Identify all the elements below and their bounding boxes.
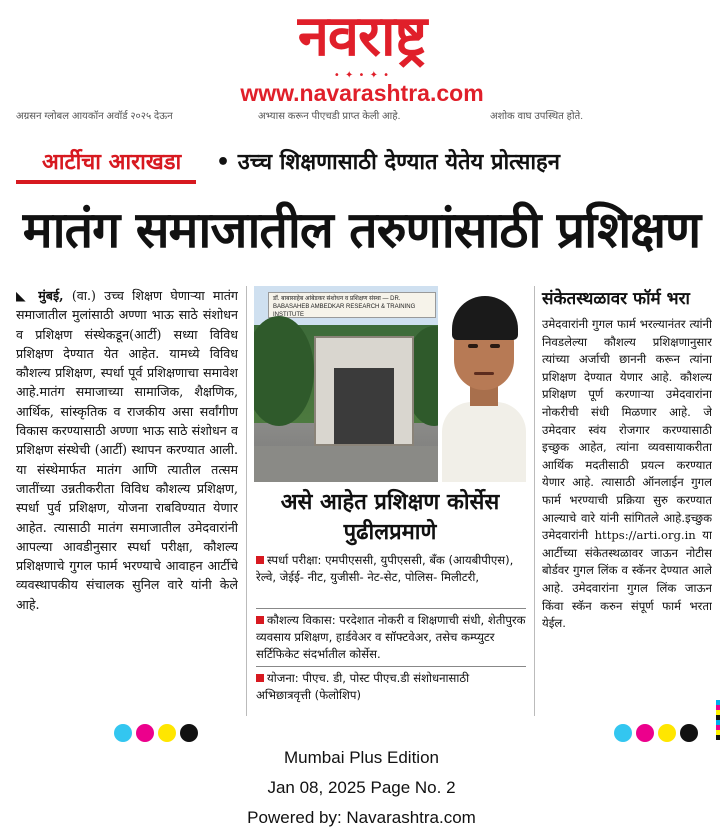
course-item xyxy=(256,612,526,664)
course-text: कौशल्य विकास: परदेशात नोकरी व शिक्षणाची संधी, शेतीपुरक व्यवसाय प्रशिक्षण, हार्डवेअर व सॉफ्टवेअर, तसेच कम्प्युटर सर्टिफिकेट संदर्भातील कोर्सेस. xyxy=(256,613,526,661)
square-bullet-icon xyxy=(256,616,264,624)
courses-box-title: असे आहेत प्रशिक्षण कोर्सेस पुढीलप्रमाणे xyxy=(280,490,500,545)
color-registration-marks xyxy=(114,724,202,742)
kicker-bar xyxy=(16,146,706,184)
color-registration-marks xyxy=(614,724,702,742)
logo-ornament: • ✦ • ✦ • xyxy=(333,70,391,81)
black-mark xyxy=(680,724,698,742)
magenta-mark xyxy=(136,724,154,742)
cyan-mark xyxy=(114,724,132,742)
cutline-right: अशोक वाघ उपस्थित होते. xyxy=(490,111,584,122)
date-page-label: Jan 08, 2025 Page No. 2 xyxy=(267,778,456,797)
portrait-hair xyxy=(452,296,518,340)
portrait-mouth xyxy=(474,372,494,375)
portrait-eye xyxy=(468,344,478,348)
powered-by-label: Powered by: Navarashtra.com xyxy=(247,808,476,827)
square-bullet-icon xyxy=(256,674,264,682)
article-body-left xyxy=(16,286,238,716)
course-divider xyxy=(256,666,526,667)
magenta-mark xyxy=(636,724,654,742)
bullet-arrow-icon: ◣ xyxy=(16,288,39,303)
article-body-right xyxy=(542,286,712,716)
cutline-left: अग्रसन ग्लोबल आयकॉन अवॉर्ड २०२५ देऊन xyxy=(16,111,173,122)
strap-line: • उच्च शिक्षणासाठी देण्यात येतेय प्रोत्साहन xyxy=(216,150,560,175)
body-text-right: उमेदवारांनी गुगल फार्म भरल्यानंतर त्यांनी निवडलेल्या कौशल्य प्रशिक्षणानुसार त्यांच्या अर्जाची छाननी करून त्यांना प्रशिक्षण देण्यात येणार आहे. कौशल्य प्रशिक्षण पूर्ण करणाऱ्या उमेदवारांना नोकरीची संधी मिळणार आहे. जे उमेदवार स्वंय रोजगार करण्यासाठी इच्छुक आहेत, त्यांना व्यवसायाकरीता आर्थिक मदतीसाठी प्रयत्न करण्यात येणार आहे. त्यासाठी ऑनलाईन गुगल फार्म भरण्याची प्रक्रिया सुरु करण्यात आल्याचे वारे यांनी सांगितले आहे.इच्छुक उमेदवारांनी https://arti.org.in या आर्टीच्या संकेतस्थळावर जाऊन नोटीस बोर्डवर गुगल लिंक व स्कॅनर देण्यात आले आहे. उमेदवारांना गुगल लिंक जाऊन किंवा स्कॅन करुन संपूर्ण फार्म भरता येईल. xyxy=(542,317,712,631)
column-divider xyxy=(246,286,247,716)
institute-building-photo xyxy=(254,286,438,482)
yellow-mark xyxy=(658,724,676,742)
body-text-left: (वा.) उच्च शिक्षण घेणाऱ्या मातंग समाजातील मुलांसाठी अण्णा भाऊ साठे संशोधन व प्रशिक्षण संस्थेकडून(आर्टी) सध्या विविध प्रशिक्षण देण्यात येत आहेत. यामध्ये विविध कौशल्य प्रशिक्षण, स्पर्धा पूर्व प्रशिक्षणाचा समावेश आहे.मातंग समाजाच्या सामाजिक, शैक्षणिक, आर्थिक, सांस्कृतिक व राजकीय असा सर्वांगीण विकास करण्यासाठी अण्णा भाऊ साठे संशोधन व प्रशिक्षण संस्थेची (आर्टी) स्थापन करण्यात आली. या संस्थेमार्फत मातंग आणि त्यातील तत्सम जातींच्या उन्नतीकरीता विविध कौशल्य प्रशिक्षण, स्पर्धा पुर्व प्रशिक्षण, योजना राबविण्यात येणार आहेत. त्यासाठी मातंग समाजातील उमेदवारांनी आपल्या आवडीनुसार स्पर्धा परीक्षा, कौशल्य प्रशिक्षणाचे गुगल फार्म भरण्याचे आवाहन आर्टीचे व्यवस्थापकीय संचालक सुनिल वारे यांनी केले आहे. xyxy=(16,288,238,612)
portrait-eye xyxy=(490,344,500,348)
cutline-middle: अभ्यास करून पीएचडी प्राप्त केली आहे. xyxy=(258,111,401,122)
course-item xyxy=(256,670,526,706)
portrait-photo xyxy=(442,286,526,482)
black-mark xyxy=(180,724,198,742)
institute-sign: डॉ. बाबासाहेब आंबेडकर संशोधन व प्रशिक्षण संस्था — DR. BABASAHEB AMBEDKAR RESEARCH & TRAINING INSTITUTE xyxy=(268,292,436,318)
course-text: योजना: पीएच. डी, पोस्ट पीएच.डी संशोधनासाठी अभिछात्रवृत्ती (फेलोशिप) xyxy=(256,671,470,702)
masthead xyxy=(0,0,723,108)
cyan-mark xyxy=(614,724,632,742)
tree-shape xyxy=(254,316,314,426)
subheading: संकेतस्थळावर फॉर्म भरा xyxy=(542,289,690,309)
dateline: मुंबई, xyxy=(38,288,64,303)
course-divider xyxy=(256,608,526,609)
edition-label: Mumbai Plus Edition xyxy=(284,748,439,767)
navarashtra-logo: नवराष्ट्र xyxy=(297,4,427,69)
portrait-shirt xyxy=(442,402,526,482)
gate-structure xyxy=(314,336,414,446)
course-item xyxy=(256,552,526,604)
kicker: आर्टीचा आराखडा xyxy=(42,150,182,175)
square-bullet-icon xyxy=(256,556,264,564)
road xyxy=(254,446,438,482)
yellow-mark xyxy=(158,724,176,742)
website-url[interactable]: www.navarashtra.com xyxy=(240,80,484,106)
headline: मातंग समाजातील तरुणांसाठी प्रशिक्षण xyxy=(22,201,701,259)
gate-opening xyxy=(334,368,394,444)
side-registration-strip xyxy=(716,700,720,740)
column-divider xyxy=(534,286,535,716)
course-text: स्पर्धा परीक्षा: एमपीएससी, युपीएससी, बँक (आयबीपीएस), रेल्वे, जेईई- नीट, युजीसी- नेट-सेट, पोलिस- मिलीटरी, xyxy=(256,553,514,584)
kicker-underline xyxy=(16,180,196,184)
